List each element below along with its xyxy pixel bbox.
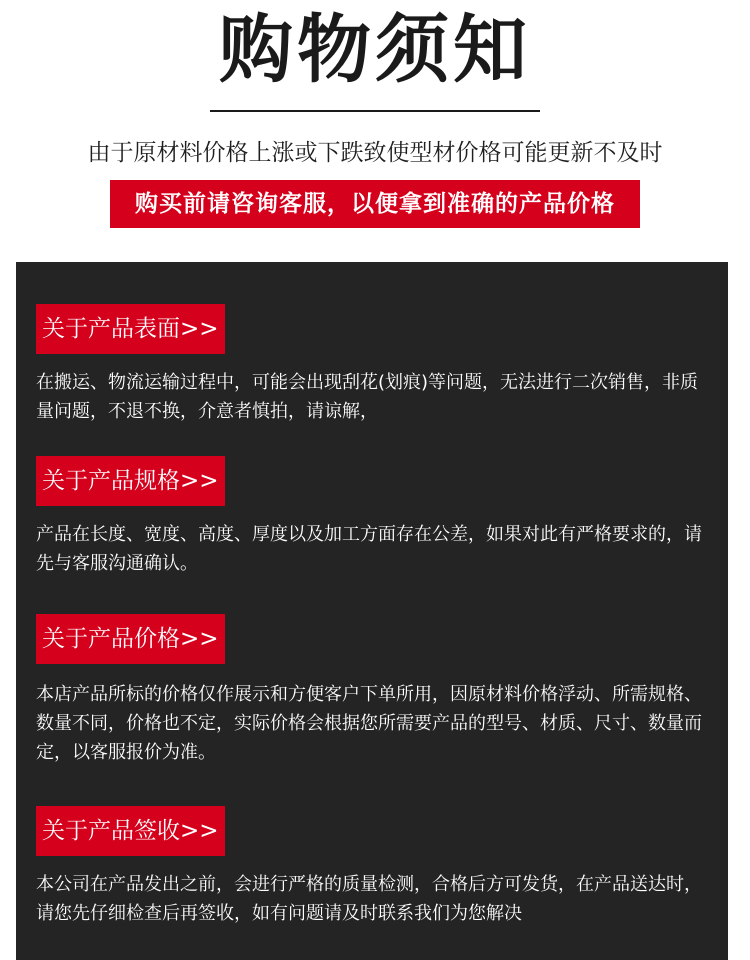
consult-service-banner: 购买前请咨询客服，以便拿到准确的产品价格	[110, 180, 640, 228]
section-heading-specification: 关于产品规格>>	[36, 456, 225, 506]
section-text-price: 本店产品所标的价格仅作展示和方便客户下单所用，因原材料价格浮动、所需规格、数量不同，价格也不定，实际价格会根据您所需要产品的型号、材质、尺寸、数量而定，以客服报价为准。	[36, 684, 702, 763]
section-text-specification: 产品在长度、宽度、高度、厚度以及加工方面存在公差，如果对此有严格要求的，请先与客服沟通确认。	[36, 524, 702, 574]
section-heading-signing: 关于产品签收>>	[36, 806, 225, 856]
page-title: 购物须知	[219, 7, 531, 93]
section-heading-price: 关于产品价格>>	[36, 614, 225, 664]
section-text-surface: 在搬运、物流运输过程中，可能会出现刮花(划痕)等问题，无法进行二次销售，非质量问题，不退不换，介意者慎拍，请谅解，	[36, 372, 699, 422]
price-update-notice: 由于原材料价格上涨或下跌致使型材价格可能更新不及时	[87, 140, 663, 166]
section-heading-surface: 关于产品表面>>	[36, 304, 225, 354]
notice-panel	[16, 262, 728, 960]
title-divider	[210, 110, 540, 112]
section-text-signing: 本公司在产品发出之前，会进行严格的质量检测，合格后方可发货，在产品送达时，请您先仔细检查后再签收，如有问题请及时联系我们为您解决	[36, 874, 702, 924]
